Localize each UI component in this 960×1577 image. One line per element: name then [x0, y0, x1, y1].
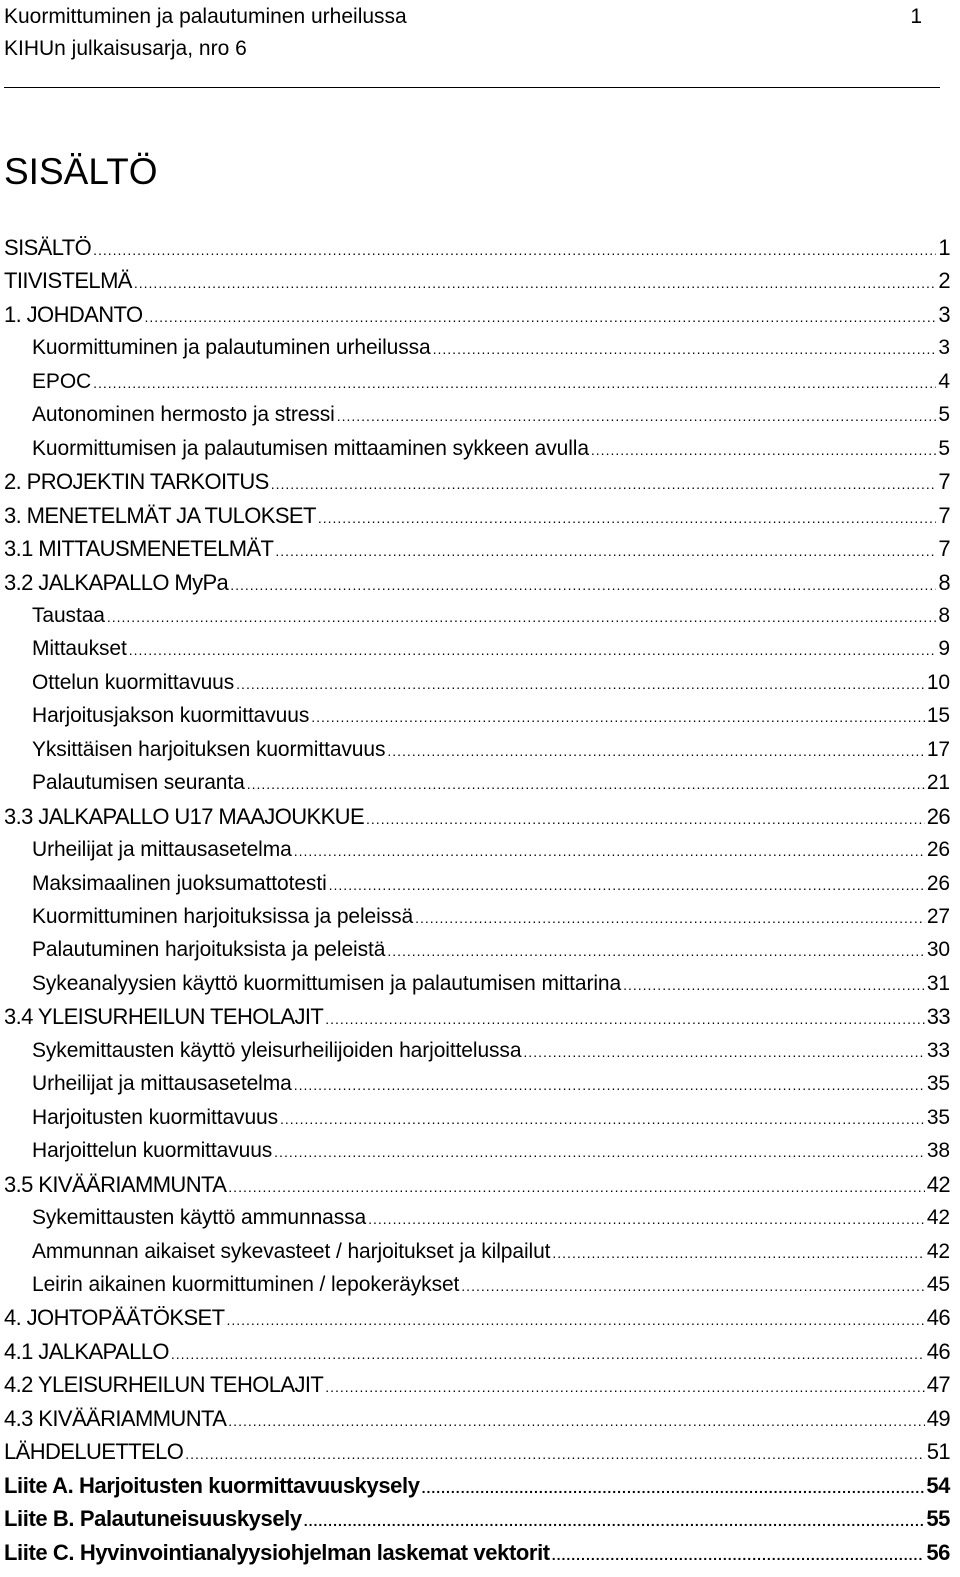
dot-leader: [294, 835, 925, 867]
toc-entry: [32, 734, 950, 766]
toc-entry: [32, 934, 950, 966]
toc-entry-page: 5: [938, 436, 950, 460]
toc-entry-page: 55: [926, 1506, 950, 1532]
toc-entry: [32, 968, 950, 1000]
toc-entry-page: 33: [926, 1004, 950, 1030]
toc-entry: [32, 1102, 950, 1134]
toc-entry-label: Palautumisen seuranta: [32, 771, 245, 795]
dot-leader: [271, 468, 937, 500]
page-number: 1: [910, 5, 922, 28]
toc-entry-label: Mittaukset: [32, 637, 127, 661]
toc-entry-label: Kuormittumisen ja palautumisen mittaaminen sykkeen avulla: [32, 436, 589, 460]
toc-entry: [32, 767, 950, 799]
toc-entry: [32, 366, 950, 398]
toc-entry-label: Sykemittausten käyttö ammunnassa: [32, 1206, 367, 1230]
toc-entry-label: 3.2 JALKAPALLO MyPa: [4, 569, 229, 595]
dot-leader: [144, 301, 936, 333]
toc-entry-page: 54: [926, 1472, 950, 1498]
toc-entry: [4, 533, 950, 565]
toc-entry: [4, 1503, 950, 1535]
toc-entry-label: Sykemittausten käyttö yleisurheilijoiden harjoittelussa: [32, 1038, 522, 1062]
toc-entry: [32, 1135, 950, 1167]
dot-leader: [387, 935, 925, 967]
toc-entry-label: Liite A. Harjoitusten kuormittavuuskysely: [4, 1472, 420, 1498]
toc-entry: [32, 332, 950, 364]
toc-entry-page: 38: [926, 1139, 950, 1163]
toc-entry: [32, 1068, 950, 1100]
toc-entry-label: 4.2 YLEISURHEILUN TEHOLAJIT: [4, 1372, 324, 1398]
dot-leader: [366, 803, 925, 835]
dot-leader: [230, 569, 936, 601]
toc-entry-label: 1. JOHDANTO: [4, 301, 143, 327]
dot-leader: [107, 601, 937, 633]
toc-entry-page: 10: [926, 670, 950, 694]
dot-leader: [275, 535, 936, 567]
toc-entry-page: 49: [926, 1405, 950, 1431]
dot-leader: [304, 1505, 925, 1537]
toc-entry-page: 26: [926, 838, 950, 862]
dot-leader: [280, 1103, 925, 1135]
running-header: [4, 2, 940, 88]
toc-entry-page: 3: [938, 336, 950, 360]
toc-entry: [32, 834, 950, 866]
toc-entry: [4, 1403, 950, 1435]
toc-entry-label: Palautuminen harjoituksista ja peleistä: [32, 938, 386, 962]
dot-leader: [415, 902, 925, 934]
toc-entry-page: 5: [938, 403, 950, 427]
toc-entry: [32, 600, 950, 632]
toc-entry: [4, 567, 950, 599]
toc-entry-label: EPOC: [32, 369, 92, 393]
header-series: KIHUn julkaisusarja, nro 6: [4, 37, 247, 60]
toc-entry-page: 15: [926, 704, 950, 728]
toc-entry: [32, 1269, 950, 1301]
toc-entry-page: 46: [926, 1338, 950, 1364]
toc-entry: [4, 801, 950, 833]
toc-entry: [32, 1202, 950, 1234]
dot-leader: [591, 434, 937, 466]
toc-entry-label: Taustaa: [32, 603, 105, 627]
toc-entry-label: Sykeanalyysien käyttö kuormittumisen ja palautumisen mittarina: [32, 971, 622, 995]
dot-leader: [129, 634, 937, 666]
dot-leader: [318, 502, 937, 534]
toc-entry-page: 21: [926, 771, 950, 795]
dot-leader: [325, 1371, 925, 1403]
toc-entry: [32, 433, 950, 465]
toc-entry-label: Leirin aikainen kuormittuminen / lepokeräykset: [32, 1272, 460, 1296]
dot-leader: [134, 267, 936, 299]
dot-leader: [228, 1171, 924, 1203]
toc-entry: [4, 1302, 950, 1334]
toc-entry-page: 7: [938, 469, 950, 495]
toc-entry-label: Kuormittuminen ja palautuminen urheilussa: [32, 336, 431, 360]
toc-entry-label: Liite C. Hyvinvointianalyysiohjelman laskemat vektorit: [4, 1539, 550, 1565]
toc-entry-label: Harjoitusten kuormittavuus: [32, 1105, 279, 1129]
toc-entry-page: 8: [938, 603, 950, 627]
dot-leader: [552, 1237, 924, 1269]
toc-entry: [4, 1537, 950, 1569]
dot-leader: [433, 333, 937, 365]
dot-leader: [93, 234, 936, 266]
toc-entry-page: 17: [926, 737, 950, 761]
toc-entry-page: 3: [938, 301, 950, 327]
toc-entry: [32, 667, 950, 699]
dot-leader: [236, 668, 925, 700]
toc-entry: [4, 1169, 950, 1201]
toc-entry-label: Liite B. Palautuneisuuskysely: [4, 1506, 302, 1532]
dot-leader: [552, 1539, 925, 1571]
toc-entry-page: 2: [938, 268, 950, 294]
toc-entry-label: Urheilijat ja mittausasetelma: [32, 838, 292, 862]
toc-entry: [4, 1470, 950, 1502]
toc-entry: [32, 399, 950, 431]
dot-leader: [93, 367, 936, 399]
toc-entry-label: Autonominen hermosto ja stressi: [32, 403, 335, 427]
dot-leader: [368, 1203, 925, 1235]
toc-entry-page: 8: [938, 569, 950, 595]
toc-entry-page: 51: [926, 1439, 950, 1465]
toc-entry-page: 30: [926, 938, 950, 962]
toc-entry-label: 3.4 YLEISURHEILUN TEHOLAJIT: [4, 1004, 324, 1030]
toc-entry: [4, 1436, 950, 1468]
toc-entry-page: 56: [926, 1539, 950, 1565]
toc-entry-label: Harjoitusjakson kuormittavuus: [32, 704, 310, 728]
toc-entry-page: 9: [938, 637, 950, 661]
toc-entry-label: 3.1 MITTAUSMENETELMÄT: [4, 536, 274, 562]
toc-entry-page: 7: [938, 502, 950, 528]
toc-entry-page: 26: [926, 871, 950, 895]
dot-leader: [294, 1069, 925, 1101]
dot-leader: [311, 701, 925, 733]
toc-entry-page: 42: [926, 1239, 950, 1263]
toc-entry-label: Ammunnan aikaiset sykevasteet / harjoitukset ja kilpailut: [32, 1239, 551, 1263]
toc-entry-label: Yksittäisen harjoituksen kuormittavuus: [32, 737, 386, 761]
toc-entry-page: 26: [926, 803, 950, 829]
header-title: Kuormittuminen ja palautuminen urheilussa: [4, 5, 407, 28]
dot-leader: [226, 1304, 924, 1336]
toc-entry-label: 3.5 KIVÄÄRIAMMUNTA: [4, 1171, 227, 1197]
toc-entry-label: 2. PROJEKTIN TARKOITUS: [4, 469, 269, 495]
dot-leader: [185, 1438, 924, 1470]
toc-entry: [32, 1236, 950, 1268]
toc-entry: [32, 868, 950, 900]
toc-entry-label: 4.3 KIVÄÄRIAMMUNTA: [4, 1405, 227, 1431]
dot-leader: [337, 400, 937, 432]
toc-entry: [4, 1336, 950, 1368]
dot-leader: [325, 1003, 925, 1035]
toc-entry-page: 45: [926, 1272, 950, 1296]
toc-entry: [32, 1035, 950, 1067]
dot-leader: [228, 1405, 924, 1437]
toc-entry-page: 7: [938, 536, 950, 562]
toc-entry-label: Maksimaalinen juoksumattotesti: [32, 871, 327, 895]
toc-entry: [32, 901, 950, 933]
toc-entry-page: 1: [938, 235, 950, 260]
toc-entry-label: Ottelun kuormittavuus: [32, 670, 235, 694]
toc-entry: [4, 232, 950, 264]
toc-entry-label: 3. MENETELMÄT JA TULOKSET: [4, 502, 316, 528]
toc-entry-label: Urheilijat ja mittausasetelma: [32, 1072, 292, 1096]
toc-entry: [4, 1001, 950, 1033]
dot-leader: [523, 1036, 924, 1068]
dot-leader: [247, 768, 925, 800]
toc-entry-page: 31: [926, 971, 950, 995]
dot-leader: [274, 1136, 925, 1168]
toc-entry-label: 3.3 JALKAPALLO U17 MAAJOUKKUE: [4, 803, 365, 829]
toc-entry: [4, 466, 950, 498]
toc-entry-label: 4.1 JALKAPALLO: [4, 1338, 169, 1364]
toc-entry-page: 27: [926, 905, 950, 928]
toc-entry-page: 42: [926, 1171, 950, 1197]
toc-entry-label: TIIVISTELMÄ: [4, 268, 132, 294]
toc-entry-label: Harjoittelun kuormittavuus: [32, 1139, 273, 1163]
toc-entry-page: 35: [926, 1105, 950, 1129]
toc-entry-page: 35: [926, 1072, 950, 1096]
dot-leader: [422, 1472, 925, 1504]
page-title: SISÄLTÖ: [4, 151, 158, 192]
toc-entry-label: Kuormittuminen harjoituksissa ja peleissä: [32, 905, 414, 928]
toc-entry: [4, 299, 950, 331]
dot-leader: [329, 869, 925, 901]
toc-entry: [32, 700, 950, 732]
toc-entry-page: 33: [926, 1038, 950, 1062]
toc-entry: [4, 500, 950, 532]
toc-entry-label: LÄHDELUETTELO: [4, 1439, 184, 1465]
toc-entry: [4, 265, 950, 297]
dot-leader: [387, 735, 924, 767]
dot-leader: [171, 1338, 925, 1370]
toc-entry-label: 4. JOHTOPÄÄTÖKSET: [4, 1305, 225, 1331]
dot-leader: [623, 969, 925, 1001]
toc-entry: [4, 1369, 950, 1401]
toc-entry-page: 4: [938, 369, 950, 393]
toc-entry-page: 47: [926, 1372, 950, 1398]
toc-entry-label: SISÄLTÖ: [4, 235, 92, 260]
dot-leader: [461, 1270, 925, 1302]
toc-entry: [32, 633, 950, 665]
toc-entry-page: 46: [926, 1305, 950, 1331]
toc-entry-page: 42: [926, 1206, 950, 1230]
